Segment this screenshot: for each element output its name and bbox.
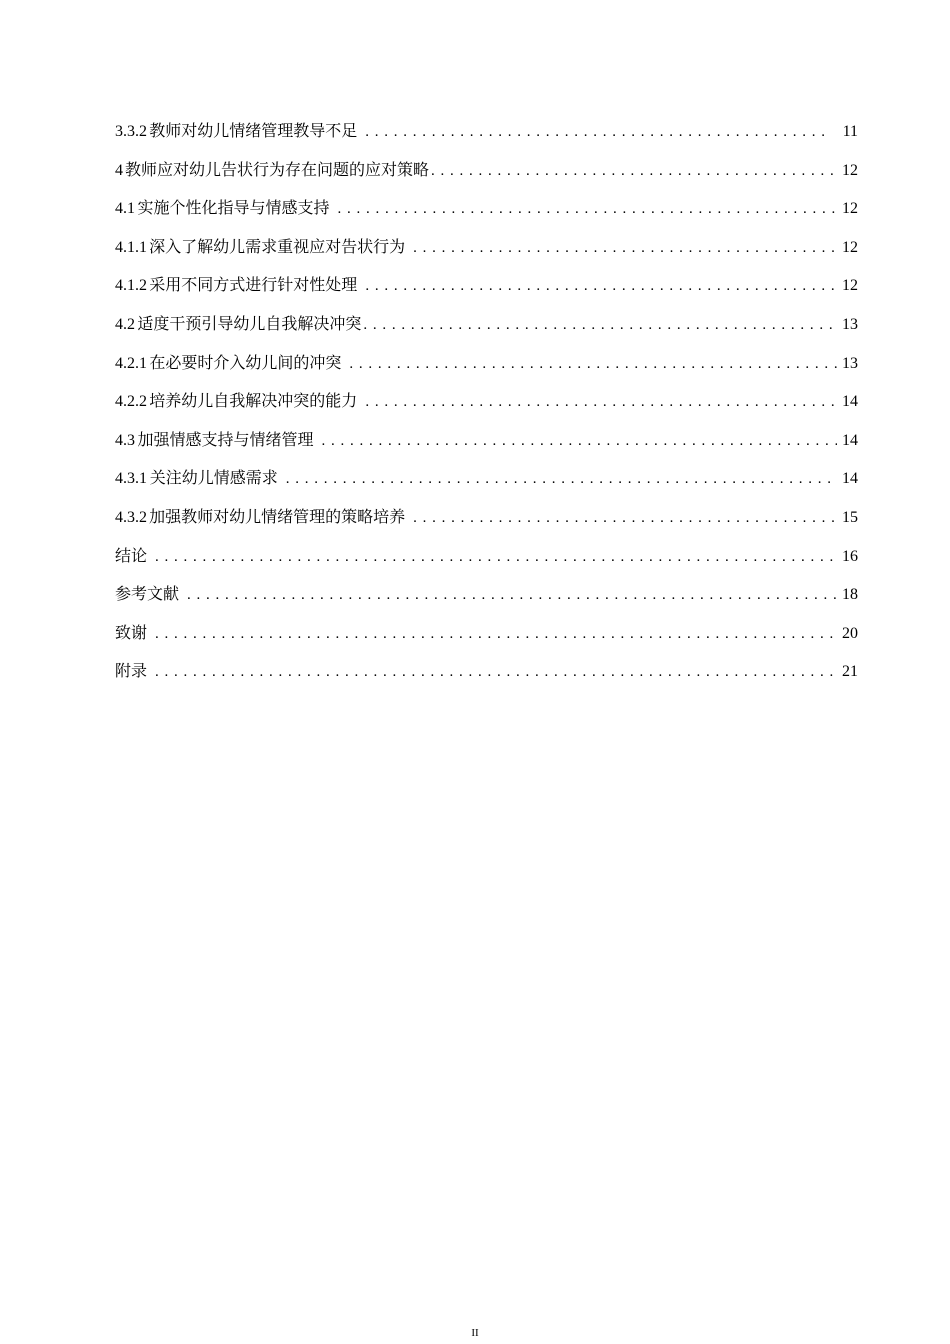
toc-dot-leader	[187, 576, 837, 615]
toc-entry-title: 实施个性化指导与情感支持	[137, 200, 330, 218]
toc-entry-number: 4.2	[115, 315, 135, 333]
toc-entry-title: 在必要时介入幼儿间的冲突	[149, 354, 342, 372]
toc-entry-number: 4.2.1	[115, 354, 147, 372]
toc-dot-leader	[322, 422, 837, 461]
toc-entry-page: 16	[842, 547, 858, 565]
toc-dot-leader	[155, 538, 837, 577]
toc-entry-page: 12	[842, 200, 858, 218]
toc-entry-number: 4.3.1	[115, 470, 147, 488]
toc-entry-title: 结论	[115, 547, 148, 565]
toc-entry[interactable]	[115, 576, 858, 615]
table-of-contents	[115, 113, 858, 692]
toc-dot-leader	[365, 267, 837, 306]
toc-entry-title: 培养幼儿自我解决冲突的能力	[149, 393, 358, 411]
toc-entry[interactable]	[115, 306, 858, 345]
toc-entry-title: 加强情感支持与情绪管理	[137, 431, 314, 449]
toc-dot-leader	[365, 113, 825, 152]
toc-dot-leader	[155, 653, 837, 692]
toc-dot-leader	[155, 615, 837, 654]
toc-entry-number: 4.2.2	[115, 393, 147, 411]
toc-dot-leader	[363, 306, 837, 345]
toc-entry-title: 适度干预引导幼儿自我解决冲突	[137, 315, 362, 333]
toc-entry[interactable]	[115, 653, 858, 692]
toc-entry[interactable]	[115, 113, 858, 152]
toc-entry-page: 15	[842, 508, 858, 526]
toc-dot-leader	[286, 460, 837, 499]
toc-entry-page: 18	[842, 586, 858, 604]
toc-entry-page: 14	[842, 393, 858, 411]
toc-entry-number: 3.3.2	[115, 123, 147, 140]
toc-dot-leader	[337, 190, 837, 229]
toc-entry[interactable]	[115, 538, 858, 577]
page-number: II	[471, 1327, 479, 1339]
toc-dot-leader	[365, 383, 837, 422]
toc-entry-title: 致谢	[115, 624, 148, 642]
toc-entry-page: 21	[842, 663, 858, 681]
toc-entry-page: 14	[842, 470, 858, 488]
toc-entry[interactable]	[115, 460, 858, 499]
toc-entry[interactable]	[115, 190, 858, 229]
toc-dot-leader	[349, 345, 837, 384]
toc-entry-title: 教师对幼儿情绪管理教导不足	[149, 123, 358, 140]
toc-entry[interactable]	[115, 345, 858, 384]
toc-entry-page: 11	[842, 123, 858, 140]
toc-entry-number: 4.3.2	[115, 508, 147, 526]
toc-entry-page: 12	[842, 277, 858, 295]
toc-entry-title: 教师应对幼儿告状行为存在问题的应对策略	[124, 161, 429, 179]
toc-entry-title: 参考文献	[115, 586, 180, 604]
toc-entry-number: 4.1	[115, 200, 135, 218]
toc-entry[interactable]	[115, 422, 858, 461]
toc-dot-leader	[431, 152, 837, 191]
toc-entry-title: 附录	[115, 663, 148, 681]
toc-entry-page: 13	[842, 315, 858, 333]
toc-entry-title: 关注幼儿情感需求	[149, 470, 278, 488]
toc-entry-title: 加强教师对幼儿情绪管理的策略培养	[149, 508, 406, 526]
toc-entry[interactable]	[115, 383, 858, 422]
toc-entry[interactable]	[115, 229, 858, 268]
toc-dot-leader	[413, 229, 837, 268]
toc-entry-number: 4.1.1	[115, 238, 147, 256]
toc-entry-page: 12	[842, 238, 858, 256]
toc-entry-number: 4.1.2	[115, 277, 147, 295]
toc-entry[interactable]	[115, 152, 858, 191]
toc-entry-page: 20	[842, 624, 858, 642]
toc-entry-number: 4.3	[115, 431, 135, 449]
toc-entry-page: 14	[842, 431, 858, 449]
toc-dot-leader	[413, 499, 837, 538]
toc-entry-number: 4	[115, 161, 123, 179]
toc-entry-page: 12	[842, 161, 858, 179]
toc-entry[interactable]	[115, 615, 858, 654]
toc-entry-page: 13	[842, 354, 858, 372]
toc-entry[interactable]	[115, 267, 858, 306]
toc-entry-title: 深入了解幼儿需求重视应对告状行为	[149, 238, 406, 256]
toc-entry[interactable]	[115, 499, 858, 538]
toc-entry-title: 采用不同方式进行针对性处理	[149, 277, 358, 295]
